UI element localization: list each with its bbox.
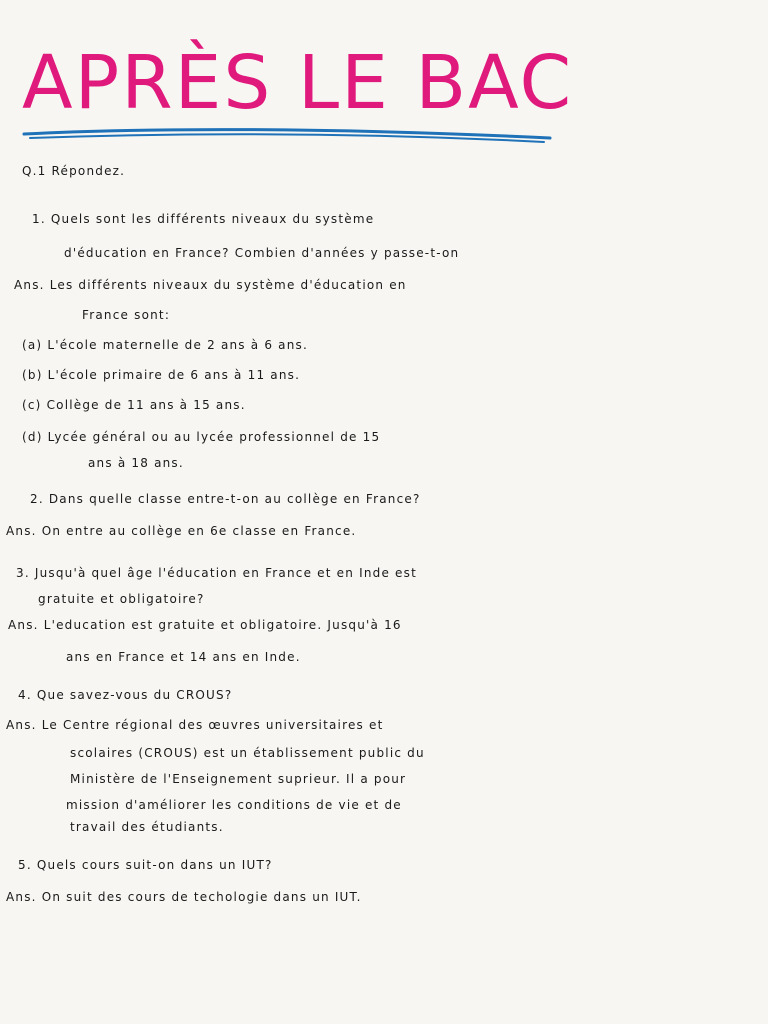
question-3-line-1: 3. Jusqu'à quel âge l'éducation en France et en Inde est [16, 566, 417, 580]
question-4: 4. Que savez-vous du CROUS? [18, 688, 233, 702]
question-heading: Q.1 Répondez. [22, 164, 126, 178]
answer-5: Ans. On suit des cours de techologie dans un IUT. [6, 890, 362, 904]
question-1-line-2: d'éducation en France? Combien d'années y passe-t-on [64, 246, 460, 260]
answer-4-line-5: travail des étudiants. [70, 820, 224, 834]
answer-1-line-1: Ans. Les différents niveaux du système d'éducation en [14, 278, 407, 292]
answer-3-line-2: ans en France et 14 ans en Inde. [66, 650, 301, 664]
answer-1-item-c: (c) Collège de 11 ans à 15 ans. [22, 398, 246, 412]
answer-4-line-2: scolaires (CROUS) est un établissement public du [70, 746, 425, 760]
answer-4-line-1: Ans. Le Centre régional des œuvres universitaires et [6, 718, 384, 732]
answer-4-line-3: Ministère de l'Enseignement suprieur. Il a pour [70, 772, 407, 786]
question-2: 2. Dans quelle classe entre-t-on au collège en France? [30, 492, 421, 506]
question-5: 5. Quels cours suit-on dans un IUT? [18, 858, 273, 872]
answer-4-line-4: mission d'améliorer les conditions de vie et de [66, 798, 402, 812]
answer-1-item-d-line-2: ans à 18 ans. [88, 456, 184, 470]
answer-3-line-1: Ans. L'education est gratuite et obligatoire. Jusqu'à 16 [8, 618, 402, 632]
answer-1-item-d-line-1: (d) Lycée général ou au lycée professionnel de 15 [22, 430, 381, 444]
answer-2: Ans. On entre au collège en 6e classe en France. [6, 524, 357, 538]
question-3-line-2: gratuite et obligatoire? [38, 592, 205, 606]
answer-1-item-b: (b) L'école primaire de 6 ans à 11 ans. [22, 368, 301, 382]
answer-1-line-2: France sont: [82, 308, 171, 322]
title-underline [22, 118, 552, 158]
answer-1-item-a: (a) L'école maternelle de 2 ans à 6 ans. [22, 338, 309, 352]
page-title: APRÈS LE BAC [22, 40, 574, 126]
question-1-line-1: 1. Quels sont les différents niveaux du système [32, 212, 375, 226]
